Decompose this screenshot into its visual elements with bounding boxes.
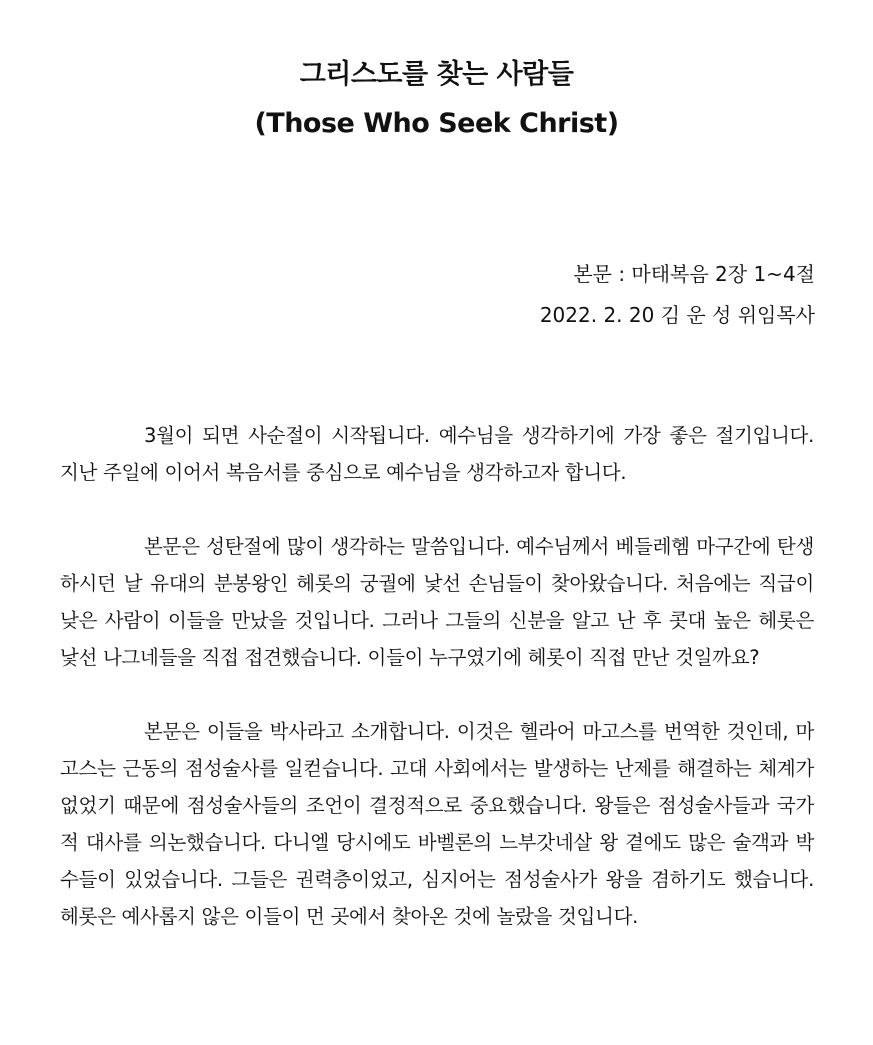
sermon-body xyxy=(60,417,814,972)
body-paragraph: 본문은 이들을 박사라고 소개합니다. 이것은 헬라어 마고스를 번역한 것인데, 마고스는 근동의 점성술사를 일컫습니다. 고대 사회에서는 발생하는 난제를 해결하는 체계가 없었기 때문에 점성술사들의 조언이 결정적으로 중요했습니다. 왕들은 점성술사들과 국가적 대사를 의논했습니다. 다니엘 당시에도 바벨론의 느부갓네살 왕 곁에도 많은 술객과 박수들이 있었습니다. 그들은 권력층이었고, 심지어는 점성술사가 왕을 겸하기도 했습니다. 헤롯은 예사롭지 않은 이들이 먼 곳에서 찾아온 것에 놀랐을 것입니다. xyxy=(60,720,814,928)
sermon-title-korean: 그리스도를 찾는 사람들 xyxy=(299,59,574,90)
scripture-passage: 본문 : 마태복음 2장 1~4절 xyxy=(573,262,815,286)
body-paragraph: 3월이 되면 사순절이 시작됩니다. 예수님을 생각하기에 가장 좋은 절기입니다. 지난 주일에 이어서 복음서를 중심으로 예수님을 생각하고자 합니다. xyxy=(60,424,814,484)
date-and-author: 2022. 2. 20 김 운 성 위임목사 xyxy=(539,303,815,327)
sermon-title-english: (Those Who Seek Christ) xyxy=(254,108,619,139)
body-paragraph: 본문은 성탄절에 많이 생각하는 말씀입니다. 예수님께서 베들레헴 마구간에 탄생하시던 날 유대의 분봉왕인 헤롯의 궁궐에 낯선 손님들이 찾아왔습니다. 처음에는 직급이 낮은 사람이 이들을 만났을 것입니다. 그러나 그들의 신분을 알고 난 후 콧대 높은 헤롯은 낯선 나그네들을 직접 접견했습니다. 이들이 누구였기에 헤롯이 직접 만난 것일까요? xyxy=(60,535,814,669)
